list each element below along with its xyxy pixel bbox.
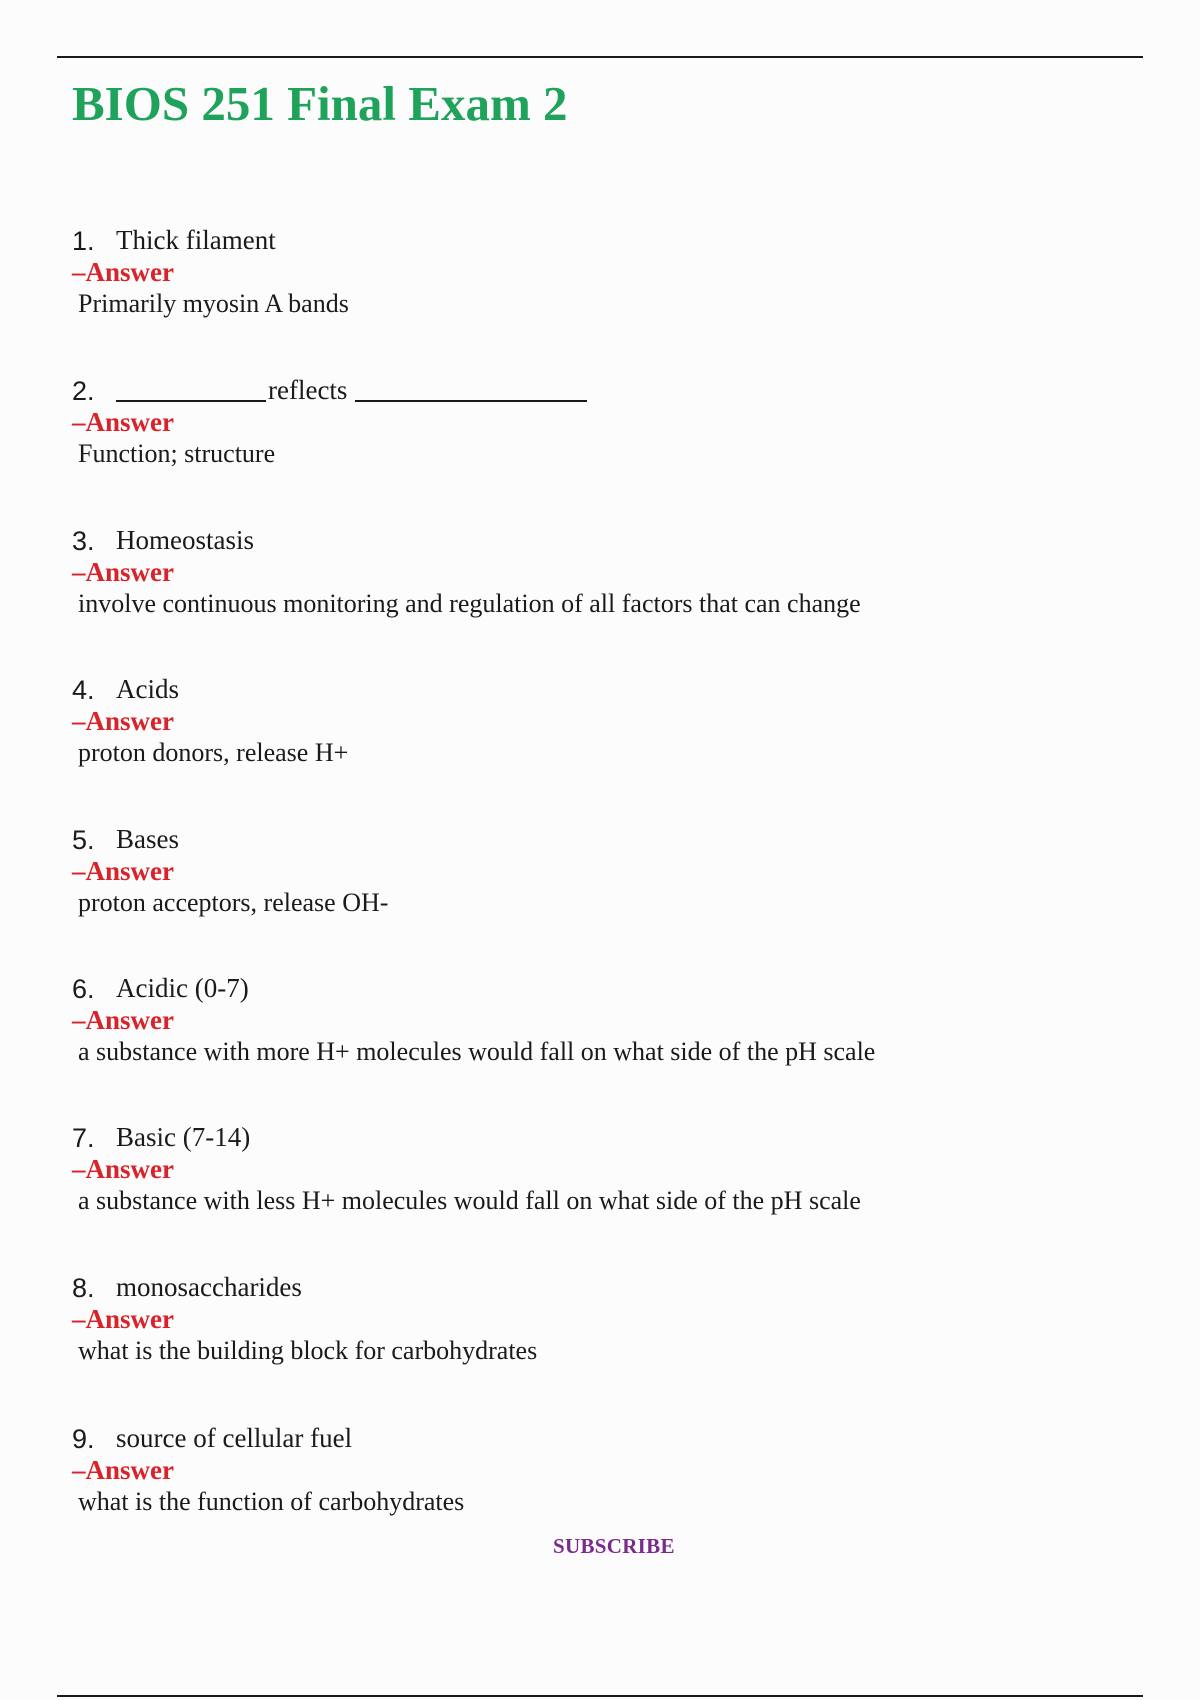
question-line [72, 220, 1132, 256]
bottom-rule [57, 1695, 1143, 1697]
answer-label: –Answer [72, 856, 174, 886]
answer-label: –Answer [72, 407, 174, 437]
question-line [72, 1117, 1132, 1153]
question-number: 2. [72, 376, 95, 406]
answer-label: –Answer [72, 1005, 174, 1035]
question-line [72, 1267, 1132, 1303]
qa-item [72, 1267, 1132, 1367]
question-number: 9. [72, 1424, 95, 1454]
answer-text: involve continuous monitoring and regulation of all factors that can change [78, 589, 861, 618]
question-text: Thick filament [116, 225, 276, 255]
answer-label: –Answer [72, 706, 174, 736]
blank-line [355, 400, 587, 402]
answer-text: proton acceptors, release OH- [78, 888, 389, 917]
qa-item [72, 968, 1132, 1068]
question-number: 4. [72, 675, 95, 705]
question-text: Acidic (0-7) [116, 973, 249, 1003]
qa-item [72, 669, 1132, 769]
answer-text: Primarily myosin A bands [78, 289, 349, 318]
qa-item [72, 1117, 1132, 1217]
question-line [72, 1418, 1132, 1454]
answer-text: Function; structure [78, 439, 276, 468]
question-number: 5. [72, 825, 95, 855]
answer-text: proton donors, release H+ [78, 738, 349, 767]
question-number: 1. [72, 226, 95, 256]
answer-label: –Answer [72, 1455, 174, 1485]
question-number: 6. [72, 974, 95, 1004]
question-line [72, 968, 1132, 1004]
question-line [72, 819, 1132, 855]
question-line [72, 520, 1132, 556]
question-text: source of cellular fuel [116, 1423, 353, 1453]
question-number: 7. [72, 1123, 95, 1153]
answer-label: –Answer [72, 1154, 174, 1184]
answer-label: –Answer [72, 257, 174, 287]
qa-item [72, 220, 1132, 320]
answer-text: what is the building block for carbohydrates [78, 1336, 538, 1365]
answer-text: a substance with less H+ molecules would fall on what side of the pH scale [78, 1186, 861, 1215]
answer-label: –Answer [72, 557, 174, 587]
question-line [72, 370, 1132, 406]
question-number: 8. [72, 1273, 95, 1303]
qa-item [72, 520, 1132, 620]
qa-item [72, 370, 1132, 470]
page-title: BIOS 251 Final Exam 2 [72, 76, 568, 131]
question-number: 3. [72, 526, 95, 556]
question-text: Acids [116, 674, 179, 704]
question-text: monosaccharides [116, 1272, 302, 1302]
qa-item [72, 819, 1132, 919]
top-rule [57, 56, 1143, 58]
answer-label: –Answer [72, 1304, 174, 1334]
subscribe-link[interactable]: SUBSCRIBE [553, 1534, 675, 1558]
question-text: Basic (7-14) [116, 1122, 251, 1152]
answer-text: a substance with more H+ molecules would fall on what side of the pH scale [78, 1037, 876, 1066]
question-line [72, 669, 1132, 705]
question-text: Homeostasis [116, 525, 254, 555]
qa-item [72, 1418, 1132, 1518]
blank-line [116, 400, 266, 402]
question-text [116, 374, 587, 406]
question-text-middle: reflects [268, 375, 348, 405]
question-text: Bases [116, 824, 179, 854]
answer-text: what is the function of carbohydrates [78, 1487, 465, 1516]
